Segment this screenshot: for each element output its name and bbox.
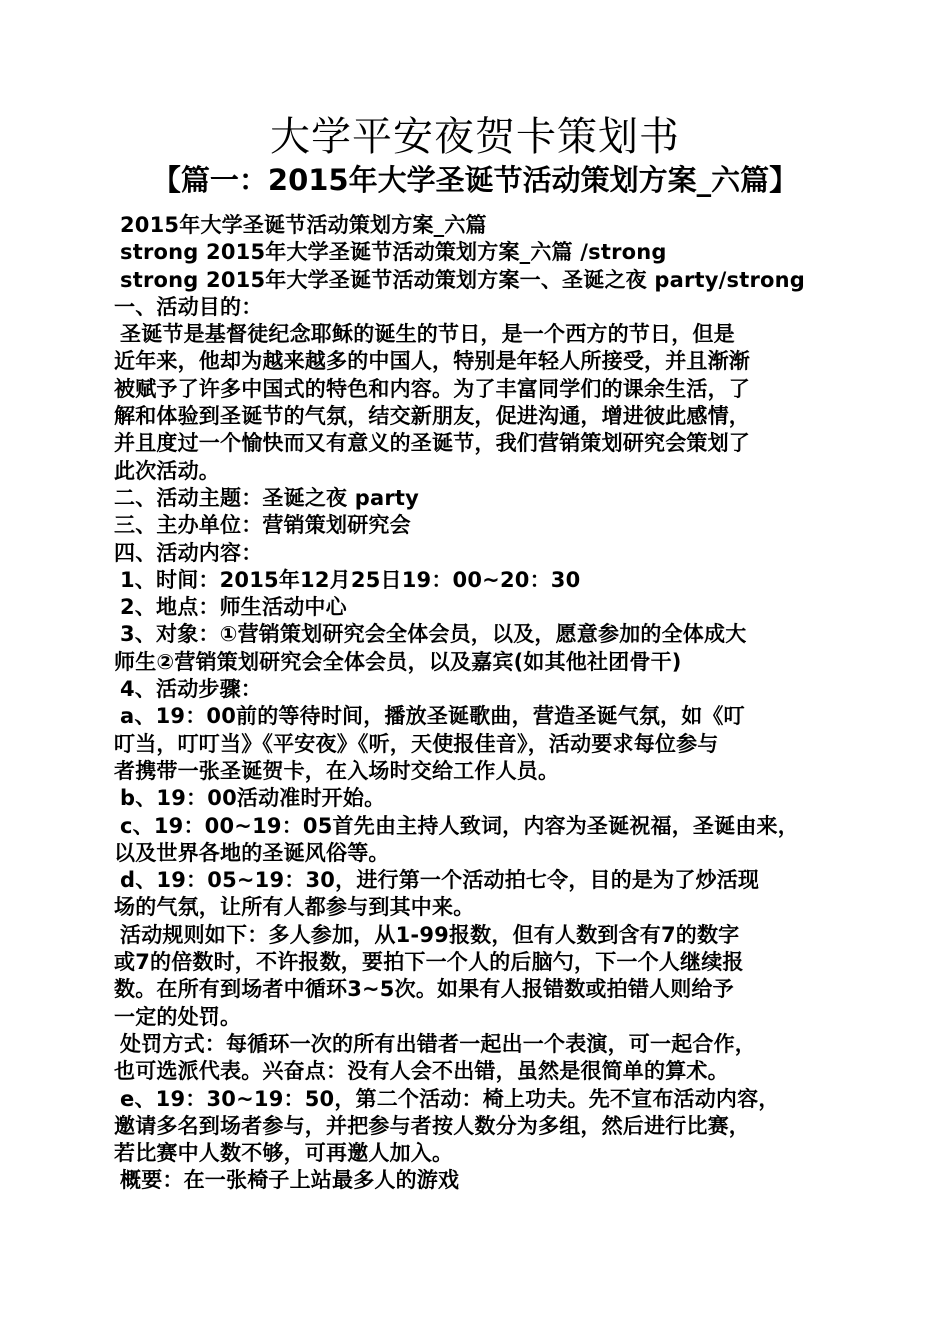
text-line: 叮当，叮叮当》《平安夜》《听，天使报佳音》，活动要求每位参与	[114, 731, 719, 756]
text-line: 师生②营销策划研究会全体会员，以及嘉宾(如其他社团骨干)	[114, 649, 682, 674]
text-line: e、19：30~19：50，第二个活动：椅上功夫。先不宣布活动内容，	[120, 1086, 780, 1111]
text-line: 概要：在一张椅子上站最多人的游戏	[120, 1168, 460, 1193]
section-heading: 二、活动主题：圣诞之夜 party	[114, 485, 419, 510]
text-line: 者携带一张圣诞贺卡，在入场时交给工作人员。	[114, 758, 560, 783]
document-body	[114, 212, 844, 1195]
text-line: 若比赛中人数不够，可再邀人加入。	[114, 1141, 454, 1166]
text-line: 以及世界各地的圣诞风俗等。	[114, 840, 390, 865]
text-line: strong 2015年大学圣诞节活动策划方案_六篇 /strong	[120, 240, 667, 265]
text-line: 一定的处罚。	[114, 1004, 242, 1029]
section-heading: 一、活动目的：	[114, 294, 263, 319]
text-line: d、19：05~19：30，进行第一个活动拍七令，目的是为了炒活现	[120, 868, 760, 893]
text-line: 1、时间：2015年12月25日19：00~20：30	[120, 567, 581, 592]
document-subtitle: 【篇一：2015年大学圣诞节活动策划方案_六篇】	[151, 163, 799, 197]
section-heading: 四、活动内容：	[114, 540, 263, 565]
document-title: 大学平安夜贺卡策划书	[270, 114, 680, 160]
text-line: 圣诞节是基督徒纪念耶稣的诞生的节日，是一个西方的节日，但是	[120, 322, 735, 347]
text-line: 解和体验到圣诞节的气氛，结交新朋友，促进沟通，增进彼此感情，	[114, 404, 750, 429]
text-line: 2015年大学圣诞节活动策划方案_六篇	[120, 213, 487, 237]
text-line: 或7的倍数时，不许报数，要拍下一个人的后脑勺，下一个人继续报	[114, 950, 744, 975]
text-line: 邀请多名到场者参与，并把参与者按人数分为多组，然后进行比赛，	[114, 1113, 750, 1138]
text-line: 也可选派代表。兴奋点：没有人会不出错，虽然是很简单的算术。	[114, 1059, 729, 1084]
text-line: 4、活动步骤：	[120, 677, 263, 702]
text-line: strong 2015年大学圣诞节活动策划方案一、圣诞之夜 party/strong	[120, 267, 806, 292]
text-line: a、19：00前的等待时间，播放圣诞歌曲，营造圣诞气氛，如《叮	[120, 704, 745, 729]
text-line: 数。在所有到场者中循环3~5次。如果有人报错数或拍错人则给予	[114, 977, 734, 1002]
text-line: 2、地点：师生活动中心	[120, 595, 347, 620]
text-line: 3、对象：①营销策划研究会全体会员，以及，愿意参加的全体成大	[120, 622, 747, 647]
text-line: 被赋予了许多中国式的特色和内容。为了丰富同学们的课余生活，了	[114, 376, 750, 401]
text-line: 场的气氛，让所有人都参与到其中来。	[114, 895, 475, 920]
text-line: 此次活动。	[114, 458, 220, 483]
text-line: 活动规则如下：多人参加，从1-99报数，但有人数到含有7的数字	[120, 922, 740, 947]
text-line: c、19：00~19：05首先由主持人致词，内容为圣诞祝福，圣诞由来，	[120, 813, 799, 838]
text-line: b、19：00活动准时开始。	[120, 786, 386, 811]
text-line: 近年来，他却为越来越多的中国人，特别是年轻人所接受，并且渐渐	[114, 349, 750, 374]
text-line: 并且度过一个愉快而又有意义的圣诞节，我们营销策划研究会策划了	[114, 431, 750, 456]
section-heading: 三、主办单位：营销策划研究会	[114, 513, 411, 538]
text-line: 处罚方式：每循环一次的所有出错者一起出一个表演，可一起合作，	[120, 1031, 756, 1056]
